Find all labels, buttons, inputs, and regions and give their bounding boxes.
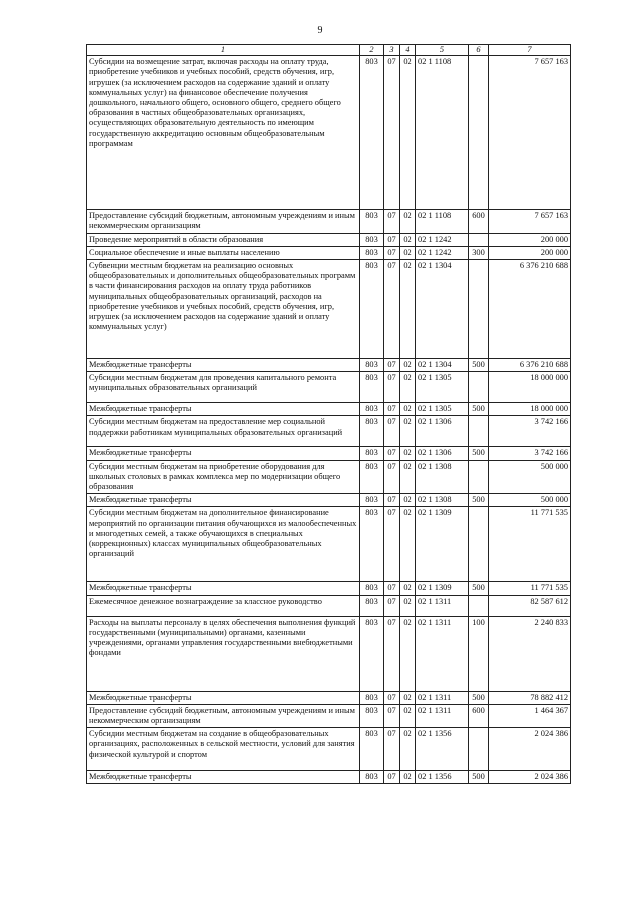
glava-cell: 803 [360, 403, 384, 416]
table-row [87, 359, 571, 372]
table-row [87, 728, 571, 771]
table-row [87, 246, 571, 259]
expense-type-cell: 100 [469, 616, 489, 691]
razdel-cell: 07 [384, 691, 400, 704]
target-article-cell: 02 1 1305 [416, 372, 469, 403]
target-article-cell: 02 1 1356 [416, 771, 469, 784]
table-row [87, 582, 571, 595]
glava-cell: 803 [360, 691, 384, 704]
podrazdel-cell: 02 [400, 210, 416, 233]
podrazdel-cell: 02 [400, 372, 416, 403]
podrazdel-cell: 02 [400, 704, 416, 727]
podrazdel-cell: 02 [400, 616, 416, 691]
header-cell: 1 [87, 45, 360, 56]
razdel-cell: 07 [384, 582, 400, 595]
glava-cell: 803 [360, 210, 384, 233]
podrazdel-cell: 02 [400, 260, 416, 359]
row-name-cell: Межбюджетные трансферты [87, 359, 360, 372]
target-article-cell: 02 1 1311 [416, 704, 469, 727]
target-article-cell: 02 1 1242 [416, 233, 469, 246]
target-article-cell: 02 1 1311 [416, 691, 469, 704]
podrazdel-cell: 02 [400, 416, 416, 447]
glava-cell: 803 [360, 494, 384, 507]
razdel-cell: 07 [384, 372, 400, 403]
podrazdel-cell: 02 [400, 507, 416, 582]
row-name-cell: Субсидии местным бюджетам на создание в общеобразовательных организациях, расположенных в сельской местности, условий для занятия физической культурой и спортом [87, 728, 360, 771]
row-name-cell: Межбюджетные трансферты [87, 582, 360, 595]
expense-type-cell [469, 416, 489, 447]
table-row [87, 447, 571, 460]
table-row [87, 372, 571, 403]
expense-type-cell [469, 460, 489, 494]
table-row [87, 416, 571, 447]
amount-cell: 6 376 210 688 [489, 359, 571, 372]
amount-cell: 18 000 000 [489, 403, 571, 416]
expense-type-cell [469, 595, 489, 616]
row-name-cell: Субсидии местным бюджетам для проведения капитального ремонта муниципальных образовательных организаций [87, 372, 360, 403]
expense-type-cell: 500 [469, 447, 489, 460]
row-name-cell: Предоставление субсидий бюджетным, автономным учреждениям и иным некоммерческим организациям [87, 704, 360, 727]
glava-cell: 803 [360, 246, 384, 259]
target-article-cell: 02 1 1108 [416, 210, 469, 233]
target-article-cell: 02 1 1311 [416, 616, 469, 691]
expense-type-cell: 500 [469, 582, 489, 595]
glava-cell: 803 [360, 728, 384, 771]
row-name-cell: Субсидии местным бюджетам на предоставление мер социальной поддержки работникам муниципальных образовательных организаций [87, 416, 360, 447]
razdel-cell: 07 [384, 416, 400, 447]
table-row [87, 704, 571, 727]
header-cell: 6 [469, 45, 489, 56]
razdel-cell: 07 [384, 616, 400, 691]
glava-cell: 803 [360, 507, 384, 582]
expense-type-cell: 600 [469, 210, 489, 233]
amount-cell: 11 771 535 [489, 582, 571, 595]
razdel-cell: 07 [384, 595, 400, 616]
header-cell: 3 [384, 45, 400, 56]
table-row [87, 771, 571, 784]
podrazdel-cell: 02 [400, 728, 416, 771]
glava-cell: 803 [360, 582, 384, 595]
glava-cell: 803 [360, 595, 384, 616]
amount-cell: 6 376 210 688 [489, 260, 571, 359]
page-number: 9 [317, 25, 323, 36]
glava-cell: 803 [360, 260, 384, 359]
table-row [87, 595, 571, 616]
table-row [87, 460, 571, 494]
table-row [87, 691, 571, 704]
expense-type-cell [469, 372, 489, 403]
expense-type-cell [469, 233, 489, 246]
row-name-cell: Межбюджетные трансферты [87, 403, 360, 416]
amount-cell: 2 024 386 [489, 771, 571, 784]
row-name-cell: Субсидии местным бюджетам на приобретение оборудования для школьных столовых в рамках комплекса мер по модернизации общего образования [87, 460, 360, 494]
razdel-cell: 07 [384, 460, 400, 494]
razdel-cell: 07 [384, 728, 400, 771]
header-cell: 4 [400, 45, 416, 56]
razdel-cell: 07 [384, 447, 400, 460]
expense-type-cell: 600 [469, 704, 489, 727]
glava-cell: 803 [360, 460, 384, 494]
header-cell: 2 [360, 45, 384, 56]
amount-cell: 78 882 412 [489, 691, 571, 704]
table-row [87, 210, 571, 233]
razdel-cell: 07 [384, 704, 400, 727]
podrazdel-cell: 02 [400, 359, 416, 372]
amount-cell: 500 000 [489, 494, 571, 507]
target-article-cell: 02 1 1304 [416, 260, 469, 359]
glava-cell: 803 [360, 771, 384, 784]
expense-type-cell: 500 [469, 771, 489, 784]
header-cell: 7 [489, 45, 571, 56]
amount-cell: 7 657 163 [489, 56, 571, 210]
expense-type-cell: 300 [469, 246, 489, 259]
target-article-cell: 02 1 1309 [416, 507, 469, 582]
glava-cell: 803 [360, 359, 384, 372]
expense-type-cell [469, 507, 489, 582]
row-name-cell: Субсидии местным бюджетам на дополнительное финансирование мероприятий по организации питания обучающихся из малообеспеченных и многодетных семей, а также обучающихся в специальных (коррекционных) классах муниципальных общеобразовательных организаций [87, 507, 360, 582]
row-name-cell: Расходы на выплаты персоналу в целях обеспечения выполнения функций государственными (муниципальными) органами, казенными учреждениями, органами управления государственными внебюджетными фондами [87, 616, 360, 691]
row-name-cell: Межбюджетные трансферты [87, 494, 360, 507]
amount-cell: 3 742 166 [489, 416, 571, 447]
header-row [87, 45, 571, 56]
target-article-cell: 02 1 1308 [416, 494, 469, 507]
amount-cell: 200 000 [489, 246, 571, 259]
budget-table [86, 44, 571, 784]
row-name-cell: Социальное обеспечение и иные выплаты населению [87, 246, 360, 259]
table-row [87, 494, 571, 507]
podrazdel-cell: 02 [400, 56, 416, 210]
target-article-cell: 02 1 1242 [416, 246, 469, 259]
target-article-cell: 02 1 1356 [416, 728, 469, 771]
podrazdel-cell: 02 [400, 691, 416, 704]
amount-cell: 11 771 535 [489, 507, 571, 582]
table-row [87, 56, 571, 210]
podrazdel-cell: 02 [400, 582, 416, 595]
row-name-cell: Проведение мероприятий в области образования [87, 233, 360, 246]
podrazdel-cell: 02 [400, 233, 416, 246]
amount-cell: 18 000 000 [489, 372, 571, 403]
row-name-cell: Субвенции местным бюджетам на реализацию основных общеобразовательных и дополнительных общеобразовательных программ в части финансирования расходов на оплату труда работников муниципальных общеобразовательных организаций, расходов на приобретение учебников и учебных пособий, средств обучения, игр, игрушек (за исключением расходов на содержание зданий и оплату коммунальных услуг) [87, 260, 360, 359]
expense-type-cell [469, 728, 489, 771]
target-article-cell: 02 1 1108 [416, 56, 469, 210]
razdel-cell: 07 [384, 403, 400, 416]
amount-cell: 82 587 612 [489, 595, 571, 616]
razdel-cell: 07 [384, 494, 400, 507]
row-name-cell: Межбюджетные трансферты [87, 771, 360, 784]
podrazdel-cell: 02 [400, 246, 416, 259]
header-cell: 5 [416, 45, 469, 56]
amount-cell: 500 000 [489, 460, 571, 494]
expense-type-cell [469, 260, 489, 359]
amount-cell: 200 000 [489, 233, 571, 246]
razdel-cell: 07 [384, 56, 400, 210]
row-name-cell: Предоставление субсидий бюджетным, автономным учреждениям и иным некоммерческим организациям [87, 210, 360, 233]
expense-type-cell: 500 [469, 691, 489, 704]
row-name-cell: Межбюджетные трансферты [87, 447, 360, 460]
expense-type-cell: 500 [469, 494, 489, 507]
table-row [87, 260, 571, 359]
glava-cell: 803 [360, 416, 384, 447]
amount-cell: 7 657 163 [489, 210, 571, 233]
glava-cell: 803 [360, 704, 384, 727]
target-article-cell: 02 1 1311 [416, 595, 469, 616]
amount-cell: 2 240 833 [489, 616, 571, 691]
table-row [87, 616, 571, 691]
razdel-cell: 07 [384, 507, 400, 582]
glava-cell: 803 [360, 233, 384, 246]
podrazdel-cell: 02 [400, 403, 416, 416]
table-row [87, 233, 571, 246]
glava-cell: 803 [360, 56, 384, 210]
target-article-cell: 02 1 1308 [416, 460, 469, 494]
podrazdel-cell: 02 [400, 494, 416, 507]
podrazdel-cell: 02 [400, 460, 416, 494]
expense-type-cell [469, 56, 489, 210]
glava-cell: 803 [360, 447, 384, 460]
target-article-cell: 02 1 1305 [416, 403, 469, 416]
glava-cell: 803 [360, 616, 384, 691]
razdel-cell: 07 [384, 260, 400, 359]
razdel-cell: 07 [384, 210, 400, 233]
razdel-cell: 07 [384, 246, 400, 259]
target-article-cell: 02 1 1304 [416, 359, 469, 372]
razdel-cell: 07 [384, 359, 400, 372]
podrazdel-cell: 02 [400, 771, 416, 784]
expense-type-cell: 500 [469, 359, 489, 372]
row-name-cell: Ежемесячное денежное вознаграждение за классное руководство [87, 595, 360, 616]
razdel-cell: 07 [384, 233, 400, 246]
podrazdel-cell: 02 [400, 447, 416, 460]
amount-cell: 2 024 386 [489, 728, 571, 771]
row-name-cell: Межбюджетные трансферты [87, 691, 360, 704]
razdel-cell: 07 [384, 771, 400, 784]
target-article-cell: 02 1 1306 [416, 447, 469, 460]
table-row [87, 507, 571, 582]
glava-cell: 803 [360, 372, 384, 403]
amount-cell: 1 464 367 [489, 704, 571, 727]
table-row [87, 403, 571, 416]
target-article-cell: 02 1 1306 [416, 416, 469, 447]
podrazdel-cell: 02 [400, 595, 416, 616]
amount-cell: 3 742 166 [489, 447, 571, 460]
row-name-cell: Субсидии на возмещение затрат, включая расходы на оплату труда, приобретение учебников и учебных пособий, средств обучения, игр, игрушек (за исключением расходов на содержание зданий и оплату коммунальных услуг) на финансовое обеспечение получения дошкольного, начального общего, основного общего, среднего общего образования в частных общеобразовательных организациях, осуществляющих образовательную деятельность по имеющим государственную аккредитацию основным общеобразовательным программам [87, 56, 360, 210]
target-article-cell: 02 1 1309 [416, 582, 469, 595]
expense-type-cell: 500 [469, 403, 489, 416]
